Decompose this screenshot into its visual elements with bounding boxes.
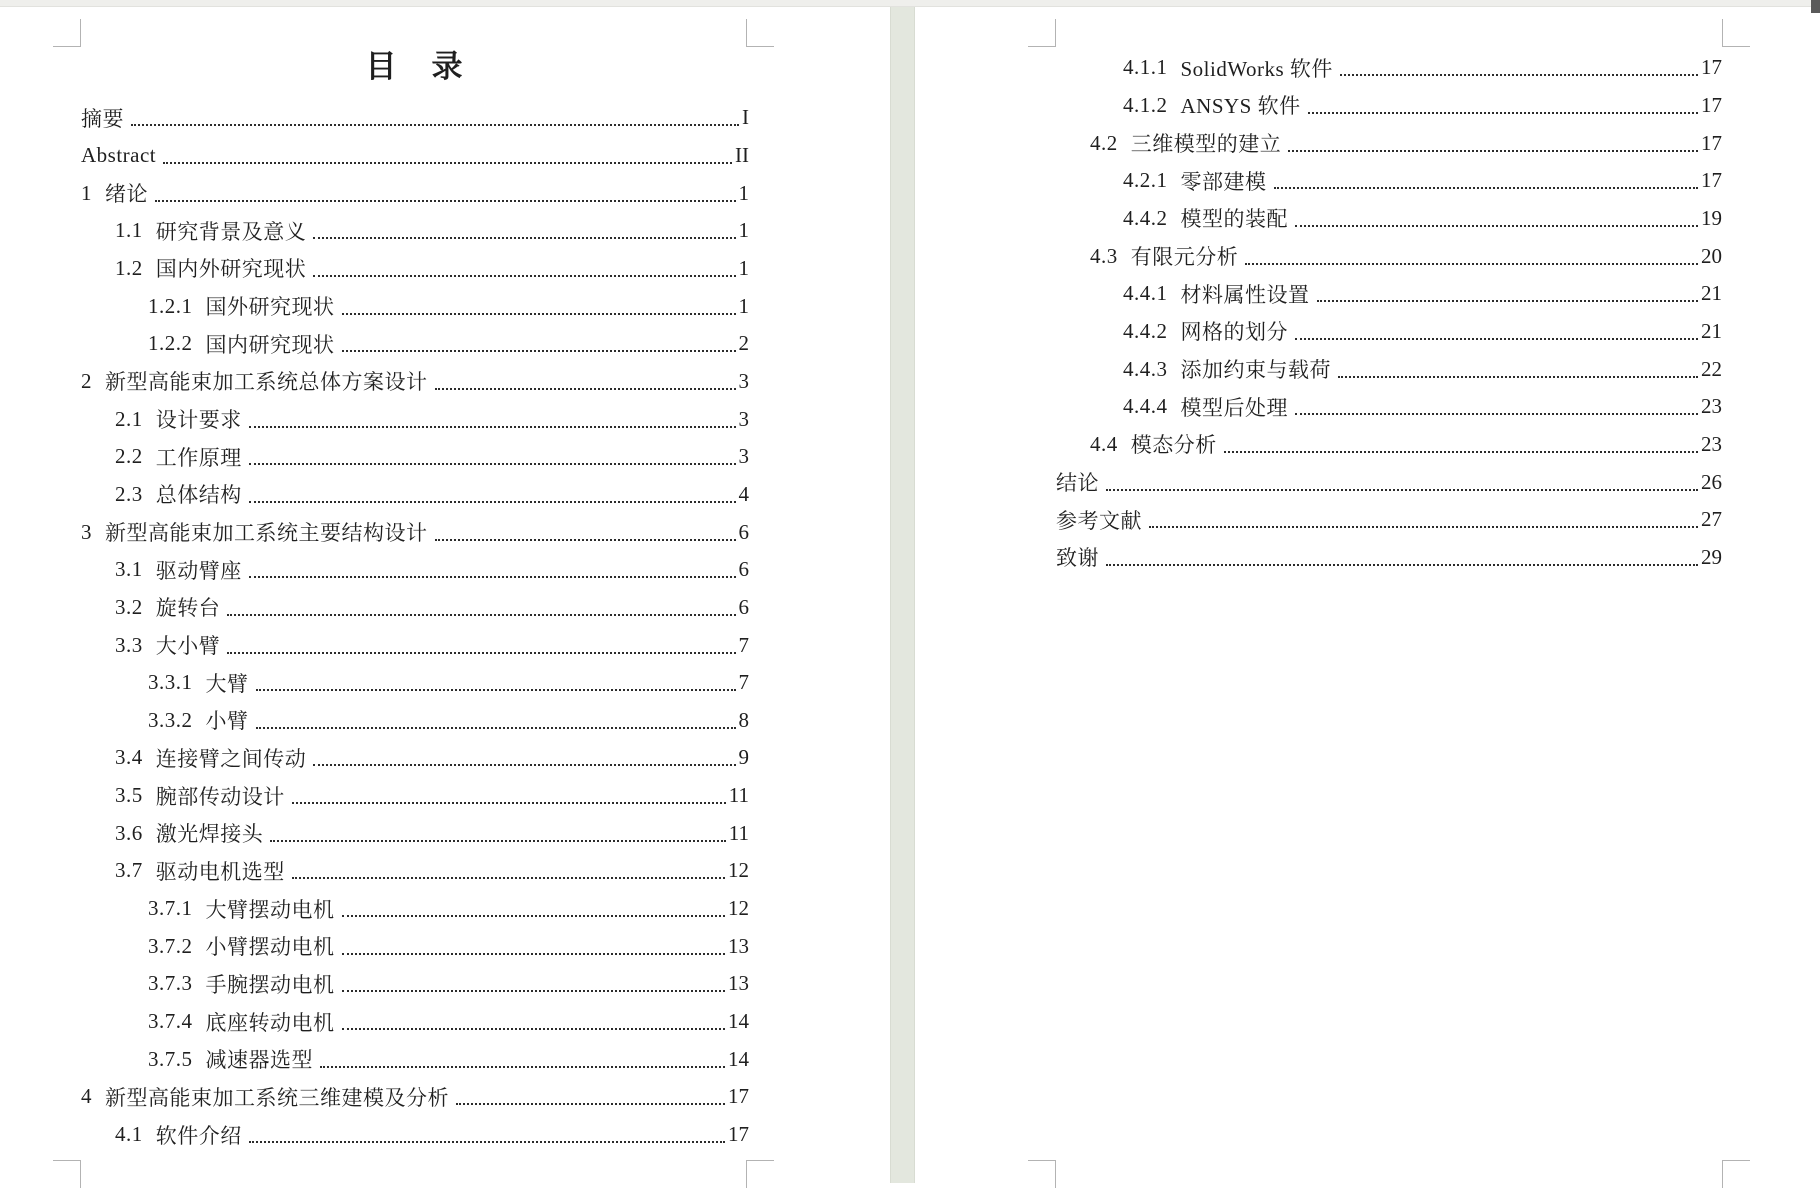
toc-entry-label: 有限元分析 (1130, 245, 1239, 270)
toc-entry-label: 国内研究现状 (205, 332, 335, 357)
toc-entry[interactable] (1056, 124, 1722, 162)
toc-entry-label: 大小臂 (155, 634, 221, 659)
toc-entry-label: 总体结构 (155, 483, 242, 508)
toc-entry-page: 17 (1701, 55, 1722, 80)
toc-entry[interactable] (1056, 87, 1722, 125)
dot-leader (155, 185, 736, 202)
toc-entry-label: 绪论 (105, 182, 148, 207)
toc-entry-page: 23 (1701, 431, 1722, 456)
toc-entry-label: 网格的划分 (1180, 320, 1288, 345)
toc-entry-number: 3.7 (115, 858, 143, 883)
toc-entry[interactable] (81, 739, 749, 777)
toc-entry-label: 国内外研究现状 (155, 257, 307, 282)
crop-mark-top-left (53, 19, 81, 47)
toc-entry-number: 3.7.5 (148, 1046, 193, 1071)
toc-entry-number: 4.2.1 (1123, 168, 1168, 193)
toc-entry-number: 4.1.2 (1123, 92, 1168, 117)
toc-entry-page: 6 (738, 519, 749, 544)
toc-entry[interactable] (81, 664, 749, 702)
toc-entry-page: 21 (1701, 281, 1722, 306)
toc-entry[interactable] (81, 702, 749, 740)
toc-entry-number: 4.1 (115, 1122, 143, 1147)
dot-leader (313, 749, 735, 766)
toc-entry-label: 新型高能束加工系统总体方案设计 (105, 370, 428, 395)
dot-leader (292, 787, 726, 804)
toc-entry-page: I (742, 105, 749, 130)
toc-entry-label: 模型的装配 (1180, 207, 1288, 232)
dot-leader (249, 561, 736, 578)
toc-entry-page: 1 (738, 180, 749, 205)
toc-entry-number: 3.6 (115, 820, 143, 845)
toc-entry[interactable] (81, 438, 749, 476)
toc-entry-number: 1 (81, 180, 92, 205)
toc-entry-number: 4 (81, 1084, 92, 1109)
dot-leader (1295, 398, 1698, 415)
dot-leader (342, 900, 726, 917)
toc-entry[interactable] (1056, 539, 1722, 577)
toc-entry[interactable] (1056, 200, 1722, 238)
dot-leader (1317, 285, 1699, 302)
dot-leader (1149, 511, 1698, 528)
toc-entry-page: 7 (738, 632, 749, 657)
toc-entry-page: 12 (728, 896, 749, 921)
toc-entry-page: 1 (738, 255, 749, 280)
toc-entry-label: 小臂 (205, 709, 249, 734)
toc-entry-number: 2.1 (115, 406, 143, 431)
toc-entry-number: 1.2 (115, 255, 143, 280)
toc-entry-number: 3.2 (115, 594, 143, 619)
toc-entry-page: 13 (728, 971, 749, 996)
dot-leader (1288, 135, 1698, 152)
toc-entry-label: 工作原理 (155, 445, 242, 470)
toc-entry-number: 4.4.1 (1123, 281, 1168, 306)
toc-entry-number: 3.3.1 (148, 670, 193, 695)
toc-entry[interactable] (81, 363, 749, 401)
toc-entry-number: 3 (81, 519, 92, 544)
dot-leader (313, 260, 735, 277)
toc-entry-page: 4 (738, 481, 749, 506)
toc-entry-page: 9 (738, 745, 749, 770)
dot-leader (342, 975, 726, 992)
dot-leader (456, 1088, 725, 1105)
crop-mark-bottom-right (746, 1160, 774, 1188)
toc-entry-number: 3.7.1 (148, 896, 193, 921)
toc-entry-number: 4.4.4 (1123, 394, 1168, 419)
toc-entry-label: SolidWorks 软件 (1180, 56, 1333, 81)
toc-entry-page: 17 (1701, 168, 1722, 193)
dot-leader (313, 222, 735, 239)
dot-leader (227, 599, 735, 616)
toc-entry-page: 17 (728, 1084, 749, 1109)
toc-entry-number: 3.1 (115, 557, 143, 582)
scrollbar-fragment[interactable] (1811, 0, 1820, 13)
toc-entry[interactable] (1056, 388, 1722, 426)
dot-leader (342, 335, 736, 352)
toc-entry-number: 1.1 (115, 218, 143, 243)
toc-entry-page: 14 (728, 1046, 749, 1071)
toc-entry-label: 腕部传动设计 (155, 784, 285, 809)
toc-entry-page: 19 (1701, 205, 1722, 230)
toc-entry-page: 6 (738, 557, 749, 582)
toc-entry[interactable] (81, 476, 749, 514)
toc-entry-page: 3 (738, 444, 749, 469)
dot-leader (256, 712, 736, 729)
toc-entry-label: 旋转台 (155, 596, 221, 621)
crop-mark-top-right (746, 19, 774, 47)
toc-entry[interactable] (1056, 350, 1722, 388)
toc-entry-number: 4.1.1 (1123, 55, 1168, 80)
toc-entry-page: II (735, 142, 749, 167)
toc-list-left (81, 99, 749, 1153)
toc-entry-number: 2 (81, 368, 92, 393)
toc-entry[interactable] (81, 965, 749, 1003)
toc-entry-label: 模型后处理 (1180, 395, 1288, 420)
toc-entry-number: 3.7.3 (148, 971, 193, 996)
toc-entry-label: 小臂摆动电机 (205, 935, 335, 960)
crop-mark-top-right (1722, 19, 1750, 47)
toc-entry-label: 大臂 (205, 671, 249, 696)
dot-leader (270, 825, 726, 842)
toc-entry-page: 1 (738, 293, 749, 318)
toc-entry-number: 2.3 (115, 481, 143, 506)
toc-entry[interactable] (1056, 426, 1722, 464)
toc-entry[interactable] (81, 99, 749, 137)
toc-entry[interactable] (81, 212, 749, 250)
toc-entry-page: 3 (738, 368, 749, 393)
toc-entry[interactable] (1056, 162, 1722, 200)
toc-entry-number: 2.2 (115, 444, 143, 469)
crop-mark-top-left (1028, 19, 1056, 47)
dot-leader (320, 1051, 725, 1068)
toc-entry-label: 手腕摆动电机 (205, 972, 335, 997)
toc-entry-page: 13 (728, 933, 749, 958)
toc-entry-label: 连接臂之间传动 (155, 746, 307, 771)
toc-entry-page: 3 (738, 406, 749, 431)
toc-entry-label: 零部建模 (1180, 169, 1267, 194)
toc-entry-label: 驱动臂座 (155, 558, 242, 583)
toc-entry-page: 2 (738, 331, 749, 356)
dot-leader (249, 411, 736, 428)
toc-entry[interactable] (1056, 463, 1722, 501)
toc-list-right (1056, 49, 1722, 576)
toc-entry[interactable] (1056, 501, 1722, 539)
toc-entry-label: 致谢 (1056, 546, 1099, 571)
toc-entry-label: 结论 (1056, 471, 1099, 496)
toc-entry-page: 8 (738, 707, 749, 732)
dot-leader (227, 637, 735, 654)
toc-entry-number: 4.4.2 (1123, 318, 1168, 343)
toc-entry-label: 新型高能束加工系统三维建模及分析 (105, 1085, 449, 1110)
toc-entry-label: 大臂摆动电机 (205, 897, 335, 922)
toc-entry-page: 6 (738, 594, 749, 619)
toc-entry-label: 摘要 (81, 106, 124, 131)
dot-leader (342, 938, 726, 955)
toc-entry-label: 设计要求 (155, 408, 242, 433)
toc-entry[interactable] (1056, 49, 1722, 87)
toc-entry-page: 17 (1701, 130, 1722, 155)
toc-entry-label: ANSYS 软件 (1180, 94, 1301, 119)
toc-entry-number: 1.2.1 (148, 293, 193, 318)
toc-entry[interactable] (81, 1078, 749, 1116)
crop-mark-bottom-left (1028, 1160, 1056, 1188)
toc-entry[interactable] (81, 1116, 749, 1154)
toc-entry[interactable] (81, 852, 749, 890)
dot-leader (342, 298, 736, 315)
toc-entry-page: 17 (1701, 92, 1722, 117)
toc-entry-label: 激光焊接头 (155, 822, 264, 847)
toc-entry-label: 新型高能束加工系统主要结构设计 (105, 521, 428, 546)
toc-entry-page: 12 (728, 858, 749, 883)
dot-leader (1274, 172, 1699, 189)
dot-leader (435, 524, 736, 541)
toc-entry[interactable] (1056, 313, 1722, 351)
dot-leader (1295, 210, 1698, 227)
toc-entry[interactable] (81, 777, 749, 815)
toc-entry-number: 4.2 (1090, 130, 1118, 155)
toc-entry-label: 国外研究现状 (205, 295, 335, 320)
toc-entry-page: 21 (1701, 318, 1722, 343)
toc-entry-page: 11 (728, 820, 749, 845)
crop-mark-bottom-right (1722, 1160, 1750, 1188)
dot-leader (131, 109, 739, 126)
crop-mark-bottom-left (53, 1160, 81, 1188)
toc-entry-label: 参考文献 (1056, 508, 1142, 533)
toc-entry-label: 软件介绍 (155, 1123, 242, 1148)
toc-entry[interactable] (81, 589, 749, 627)
toc-entry[interactable] (81, 513, 749, 551)
toc-entry[interactable] (1056, 275, 1722, 313)
toc-entry-page: 22 (1701, 356, 1722, 381)
dot-leader (1106, 474, 1698, 491)
toc-entry-label: 材料属性设置 (1180, 282, 1310, 307)
dot-leader (1245, 248, 1698, 265)
dot-leader (1338, 361, 1698, 378)
toc-entry-label: 减速器选型 (205, 1048, 313, 1073)
toc-entry[interactable] (81, 551, 749, 589)
toc-entry-page: 23 (1701, 394, 1722, 419)
toc-entry-label: 模态分析 (1130, 433, 1217, 458)
toc-entry[interactable] (81, 890, 749, 928)
toc-entry-page: 27 (1701, 507, 1722, 532)
toc-entry-page: 17 (728, 1122, 749, 1147)
dot-leader (1340, 59, 1698, 76)
dot-leader (249, 486, 736, 503)
toc-entry-page: 11 (728, 783, 749, 808)
toc-entry[interactable] (81, 400, 749, 438)
toc-entry-number: 4.4 (1090, 431, 1118, 456)
toc-entry-number: 4.4.3 (1123, 356, 1168, 381)
dot-leader (163, 147, 732, 164)
dot-leader (256, 674, 736, 691)
toc-entry-number: 3.7.4 (148, 1009, 193, 1034)
toc-entry[interactable] (81, 814, 749, 852)
toc-entry-number: 3.4 (115, 745, 143, 770)
toc-entry[interactable] (81, 1003, 749, 1041)
toc-entry-number: 3.7.2 (148, 933, 193, 958)
dot-leader (292, 862, 725, 879)
toc-entry[interactable] (81, 1040, 749, 1078)
dot-leader (1224, 436, 1698, 453)
toc-entry-number: 1.2.2 (148, 331, 193, 356)
dot-leader (1106, 549, 1698, 566)
toc-entry[interactable] (81, 174, 749, 212)
toc-entry-number: 3.5 (115, 783, 143, 808)
toc-entry[interactable] (81, 287, 749, 325)
toc-entry-label: 三维模型的建立 (1130, 132, 1282, 157)
toc-entry-label: 驱动电机选型 (155, 859, 285, 884)
dot-leader (249, 448, 736, 465)
toc-entry-number: 3.3 (115, 632, 143, 657)
window-top-edge (0, 0, 1820, 7)
toc-entry[interactable] (81, 325, 749, 363)
toc-entry-number: 4.3 (1090, 243, 1118, 268)
page-gutter (890, 0, 915, 1183)
toc-entry[interactable] (81, 137, 749, 175)
toc-entry[interactable] (1056, 237, 1722, 275)
toc-entry-page: 7 (738, 670, 749, 695)
toc-entry-label: 研究背景及意义 (155, 219, 307, 244)
dot-leader (1308, 97, 1698, 114)
toc-entry-number: 3.3.2 (148, 707, 193, 732)
toc-entry[interactable] (81, 626, 749, 664)
dot-leader (342, 1013, 726, 1030)
toc-entry-page: 26 (1701, 469, 1722, 494)
dot-leader (435, 373, 736, 390)
toc-title: 目 录 (365, 49, 465, 84)
dot-leader (1295, 323, 1698, 340)
toc-entry-label: 添加约束与载荷 (1180, 358, 1331, 383)
toc-entry-page: 20 (1701, 243, 1722, 268)
toc-entry[interactable] (81, 927, 749, 965)
toc-entry-number: 4.4.2 (1123, 205, 1168, 230)
dot-leader (249, 1126, 725, 1143)
toc-entry-label: 底座转动电机 (205, 1010, 335, 1035)
toc-entry-page: 29 (1701, 544, 1722, 569)
toc-entry-page: 1 (738, 218, 749, 243)
toc-entry[interactable] (81, 250, 749, 288)
toc-entry-page: 14 (728, 1009, 749, 1034)
toc-entry-label: Abstract (81, 142, 157, 167)
